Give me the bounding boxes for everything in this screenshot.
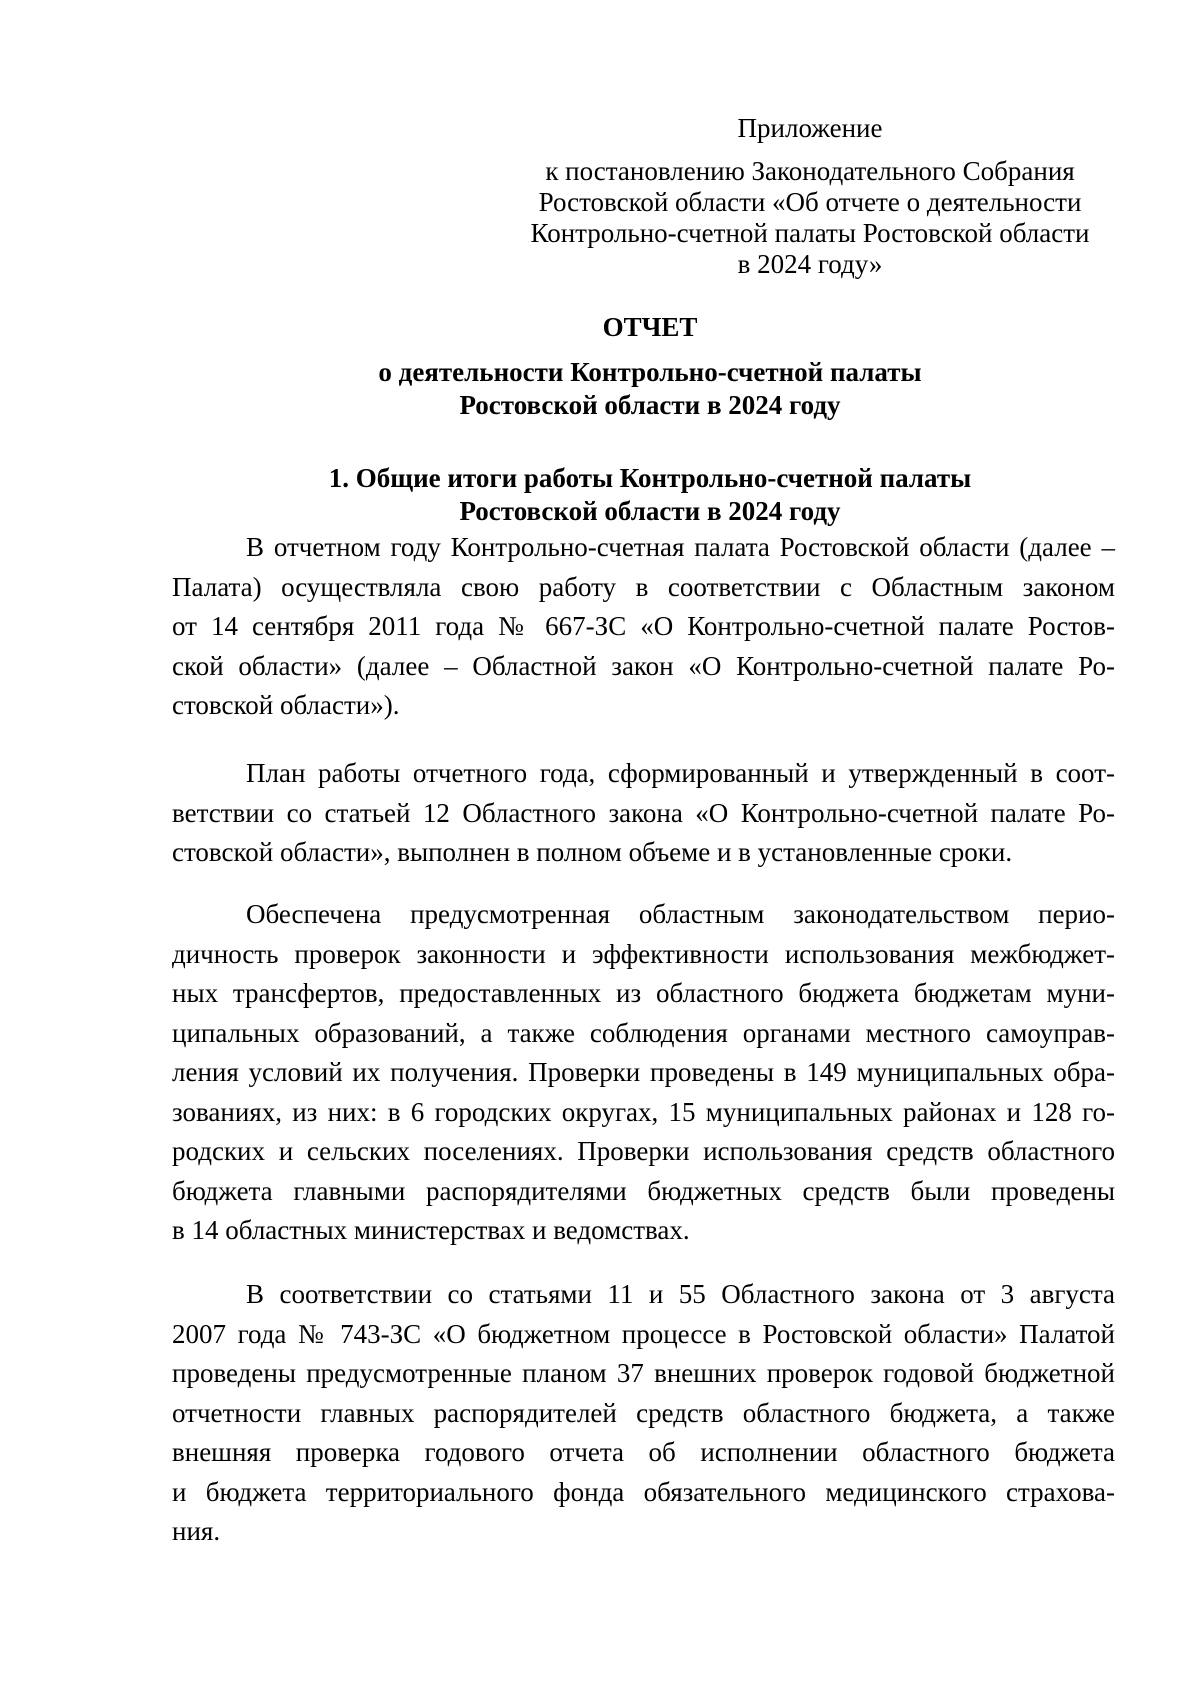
text-line: стовской области», выполнен в полном объеме и в установленные сроки.	[172, 837, 1013, 867]
text-line: ветствии со статьей 12 Областного закона «О Контрольно-счетной палате Ро-	[172, 797, 1115, 828]
appendix-line: в 2024 году»	[737, 249, 883, 279]
text-line: стовской области»).	[172, 690, 400, 720]
text-line: от 14 сентября 2011 года № 667-ЗС «О Контрольно-счетной палате Ростов-	[172, 611, 1115, 641]
text-line: План работы отчетного года, сформированный и утвержденный в соот-	[246, 758, 1115, 788]
appendix-line: к постановлению Законодательного Собрания	[545, 156, 1075, 186]
report-subtitle-line: о деятельности Контрольно-счетной палаты	[378, 357, 922, 387]
report-title: ОТЧЕТ	[602, 312, 698, 342]
text-line: родских и сельских поселениях. Проверки использования средств областного	[172, 1136, 1115, 1166]
text-line: проведены предусмотренные планом 37 внешних проверок годовой бюджетной	[172, 1358, 1115, 1388]
section-heading	[170, 462, 1130, 528]
paragraph-1	[172, 528, 1115, 726]
text-line: ской области» (далее – Областной закон «О Контрольно-счетной палате Ро-	[172, 650, 1115, 681]
text-line: ных трансфертов, предоставленных из областного бюджета бюджетам муни-	[172, 978, 1115, 1008]
text-line: ципальных образований, а также соблюдения органами местного самоуправ-	[172, 1017, 1115, 1048]
text-line: отчетности главных распорядителей средств областного бюджета, а также	[172, 1397, 1115, 1428]
appendix-reference	[520, 156, 1100, 280]
section-heading-line: Ростовской области в 2024 году	[459, 496, 841, 526]
appendix-title: Приложение	[737, 113, 883, 143]
text-line: В соответствии со статьями 11 и 55 Областного закона от 3 августа	[246, 1279, 1115, 1309]
text-line: Палата) осуществляла свою работу в соответствии с Областным законом	[172, 571, 1115, 602]
text-line: внешняя проверка годового отчета об исполнении областного бюджета	[172, 1437, 1115, 1467]
paragraph-2	[172, 754, 1115, 873]
text-line: дичность проверок законности и эффективности использования межбюджет-	[172, 938, 1115, 969]
text-line: Обеспечена предусмотренная областным законодательством перио-	[246, 899, 1115, 929]
report-subtitle	[170, 356, 1130, 422]
text-line: и бюджета территориального фонда обязательного медицинского страхова-	[172, 1476, 1115, 1507]
paragraph-3	[172, 895, 1115, 1251]
text-line: в 14 областных министерствах и ведомствах.	[172, 1215, 690, 1245]
report-subtitle-line: Ростовской области в 2024 году	[459, 390, 841, 420]
text-line: зованиях, из них: в 6 городских округах, 15 муниципальных районах и 128 го-	[172, 1096, 1115, 1127]
text-line: В отчетном году Контрольно-счетная палата Ростовской области (далее –	[246, 532, 1115, 562]
text-line: бюджета главными распорядителями бюджетных средств были проведены	[172, 1175, 1115, 1206]
paragraph-4	[172, 1275, 1115, 1552]
appendix-line: Контрольно-счетной палаты Ростовской области	[530, 218, 1090, 248]
text-line: ления условий их получения. Проверки проведены в 149 муниципальных обра-	[172, 1057, 1115, 1087]
text-line: ния.	[172, 1516, 221, 1546]
text-line: 2007 года № 743-ЗС «О бюджетном процессе в Ростовской области» Палатой	[172, 1318, 1115, 1349]
section-heading-line: 1. Общие итоги работы Контрольно-счетной палаты	[328, 463, 972, 493]
appendix-line: Ростовской области «Об отчете о деятельности	[538, 187, 1082, 217]
